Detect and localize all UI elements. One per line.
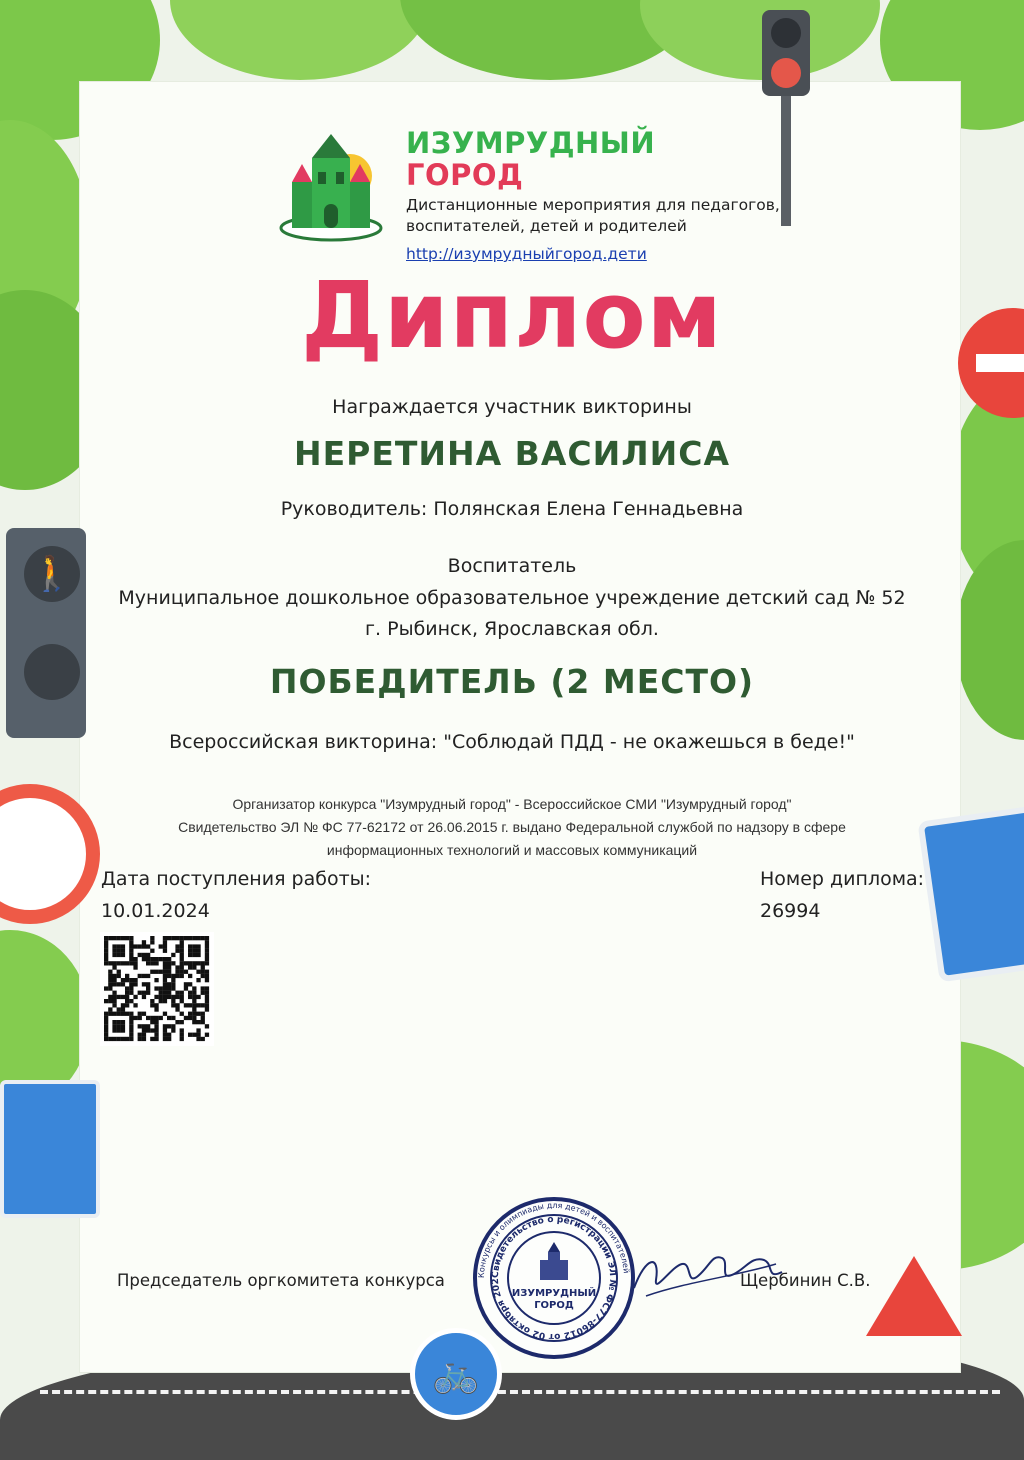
fine-print-line3: информационных технологий и массовых коммуникаций [326,842,698,858]
castle-icon [278,128,384,242]
participant-name: НЕРЕТИНА ВАСИЛИСА [294,434,730,473]
brand-name-line2: ГОРОД [406,158,524,192]
date-label: Дата поступления работы: [101,868,372,890]
stamp-center-line1: ИЗУМРУДНЫЙ [511,1288,597,1299]
awarded-text: Награждается участник викторины [332,396,692,418]
position-text: Воспитатель [447,555,577,577]
traffic-light-icon [762,10,810,96]
road-marking [40,1390,1000,1394]
brand-website-link[interactable]: http://изумрудныйгород.дети [406,245,647,263]
official-stamp [472,1196,636,1360]
pedestrian-light-icon: 🚶 [6,528,86,738]
brand-name-line1: ИЗУМРУДНЫЙ [406,126,656,160]
number-label: Номер диплома: [760,868,925,890]
fine-print-line1: Организатор конкурса "Изумрудный город" - Всероссийское СМИ "Изумрудный город" [232,796,792,812]
bicycle-sign-icon: 🚲 [410,1328,502,1420]
pedestrian-zone-sign-icon [0,1080,100,1218]
result-text: ПОБЕДИТЕЛЬ (2 МЕСТО) [269,662,755,701]
date-value: 10.01.2024 [101,900,210,922]
stamp-center-line2: ГОРОД [534,1300,574,1311]
fine-print-line2: Свидетельство ЭЛ № ФС 77-62172 от 26.06.2015 г. выдано Федеральной службой по надзору в сфере [178,819,846,835]
tree-foliage [170,0,430,80]
qr-code[interactable] [100,932,214,1046]
stamp-outer-text: Конкурсы и олимпиады для детей и воспитателей [476,1200,631,1279]
number-value: 26994 [760,900,821,922]
leader-text: Руководитель: Полянская Елена Геннадьевна [280,498,744,520]
brand-subtitle: Дистанционные мероприятия для педагогов, воспитателей, детей и родителей [406,196,780,235]
children-warning-sign-icon [866,1256,962,1336]
city-text: г. Рыбинск, Ярославская обл. [365,618,659,640]
diploma-title: Диплом [301,262,723,369]
quiz-text: Всероссийская викторина: "Соблюдай ПДД - не окажешься в беде!" [169,731,855,753]
stamp-ring-text: Свидетельство о регистрации ЭЛ № ФС77-86012 от 02 октября 202 [490,1214,618,1342]
signature-label: Председатель оргкомитета конкурса [117,1271,445,1290]
organization-text: Муниципальное дошкольное образовательное учреждение детский сад № 52 [118,587,906,609]
tree-foliage [640,0,880,80]
signature-name: Щербинин С.В. [740,1271,871,1290]
